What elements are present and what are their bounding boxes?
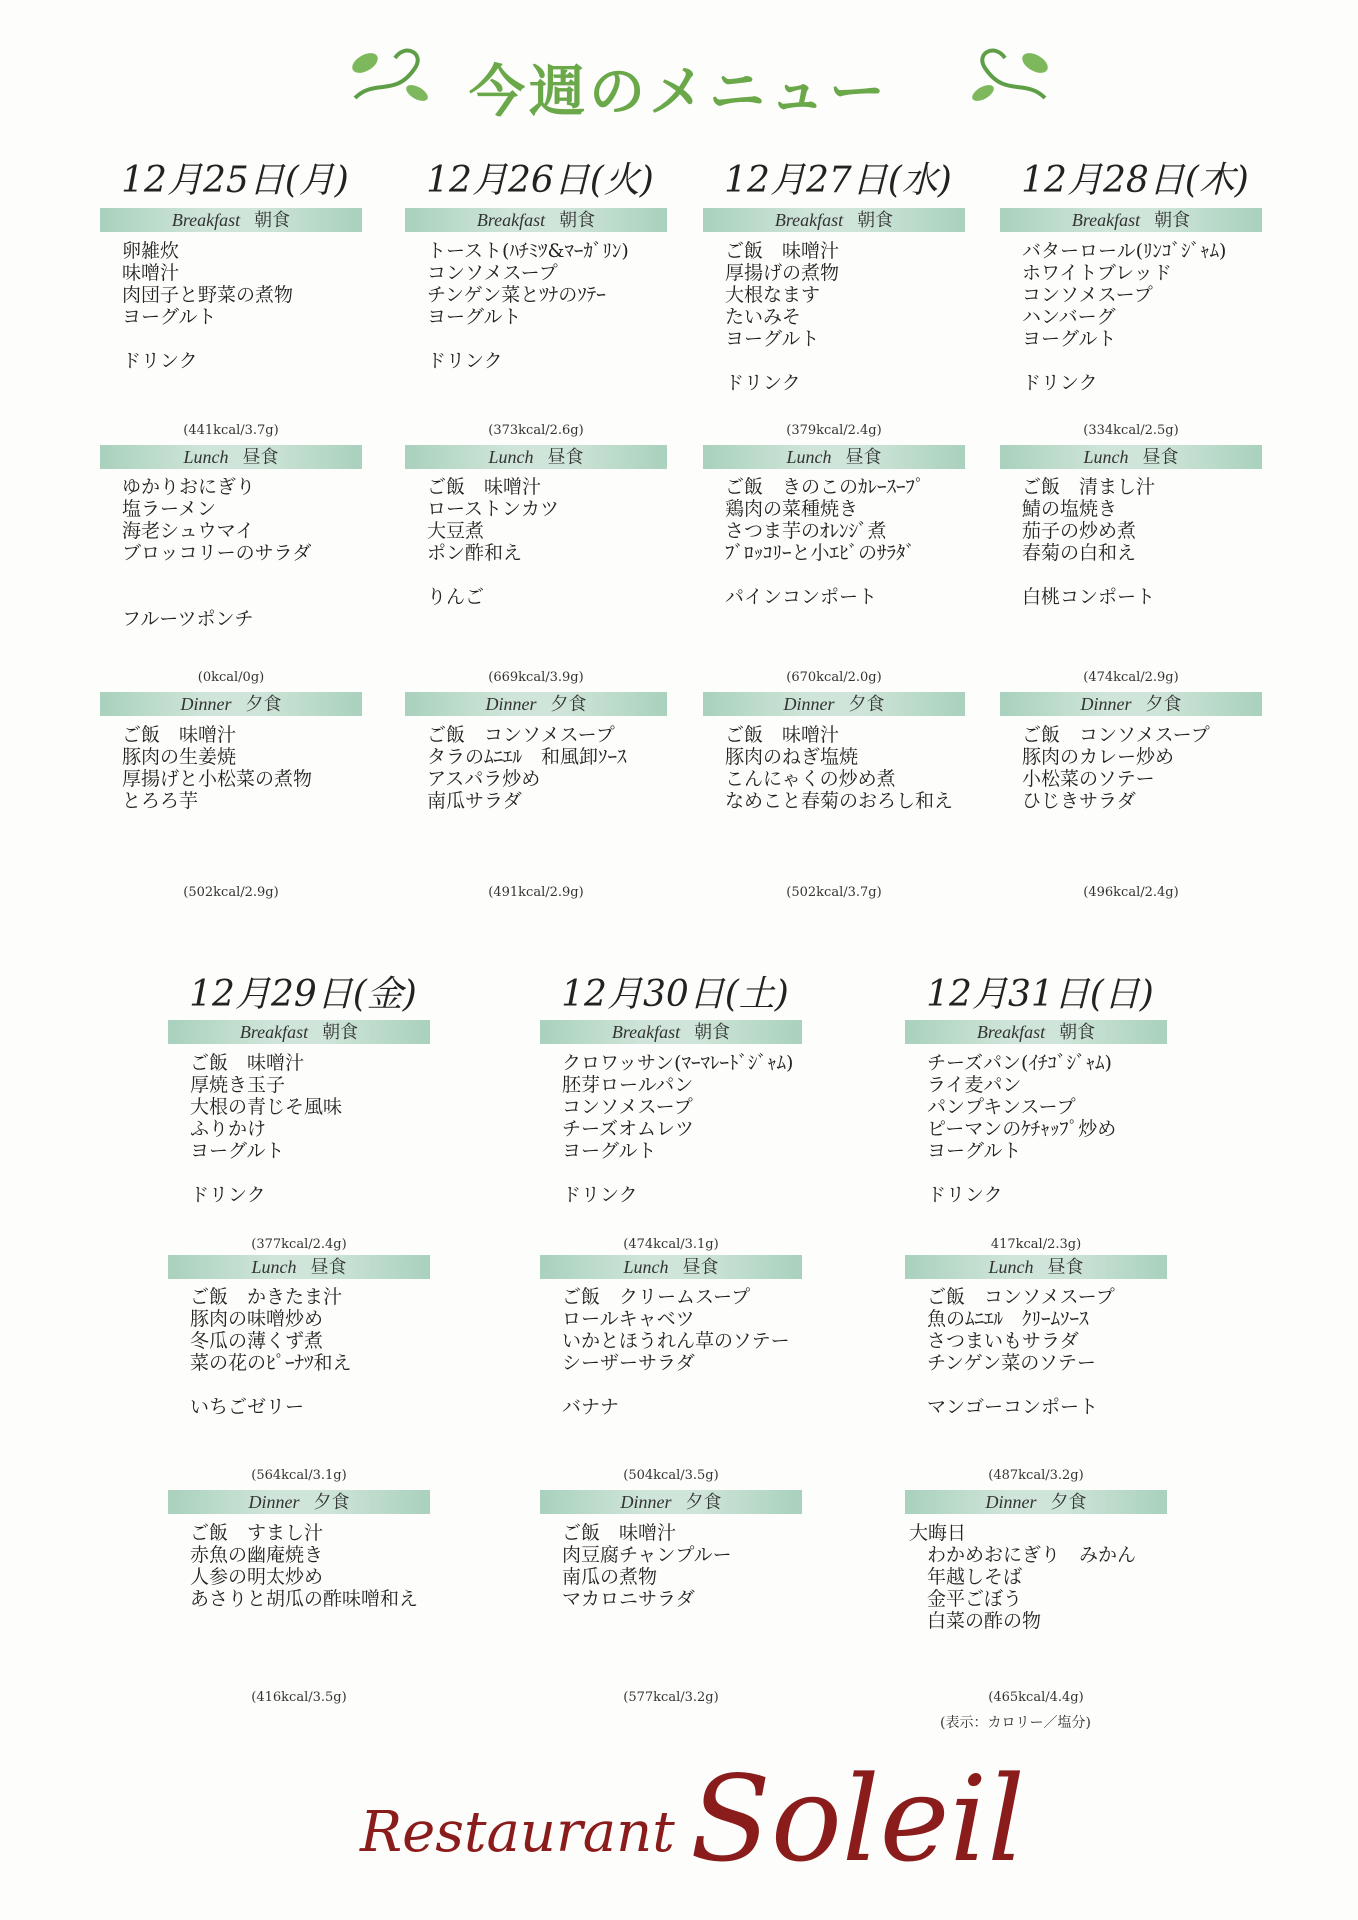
menu-item: シーザーサラダ <box>562 1352 695 1374</box>
menu-item: ドリンク <box>190 1184 266 1206</box>
meal-label-en: Lunch <box>623 1257 669 1277</box>
menu-item: ヨーグルト <box>1022 328 1117 350</box>
menu-item: バナナ <box>562 1396 620 1418</box>
lunch-nutrition: (474kcal/2.9g) <box>1083 670 1179 685</box>
lunch-items <box>927 1286 1177 1418</box>
menu-item: ドリンク <box>1022 372 1098 394</box>
day-column <box>540 972 810 1732</box>
menu-item: ホワイトブレッド <box>1022 262 1172 284</box>
menu-item: ヨーグルト <box>725 328 820 350</box>
menu-item: ドリンク <box>927 1184 1003 1206</box>
lunch-items <box>122 476 372 630</box>
meal-label-ja: 昼食 <box>242 447 279 468</box>
meal-label-ja: 朝食 <box>254 210 291 231</box>
meal-label-ja: 昼食 <box>310 1257 347 1278</box>
menu-item: バターロール(ﾘﾝｺﾞｼﾞｬﾑ) <box>1022 240 1227 262</box>
dinner-nutrition: (577kcal/3.2g) <box>623 1690 719 1705</box>
menu-item: 豚肉のねぎ塩焼 <box>725 746 859 768</box>
menu-item <box>725 350 975 372</box>
meal-label-ja: 夕食 <box>1145 694 1182 715</box>
menu-item: ご飯 味噌汁 <box>190 1052 305 1074</box>
menu-item: ドリンク <box>122 350 198 372</box>
menu-item: わかめおにぎり みかん <box>927 1544 1137 1566</box>
menu-item: アスパラ炒め <box>427 768 541 790</box>
menu-item: ロールキャベツ <box>562 1308 695 1330</box>
restaurant-name: Soleil <box>690 1750 1025 1888</box>
menu-item: ヨーグルト <box>427 306 522 328</box>
menu-item: 味噌汁 <box>122 262 180 284</box>
menu-item: チーズパン(ｲﾁｺﾞｼﾞｬﾑ) <box>927 1052 1112 1074</box>
dinner-header <box>1000 692 1262 716</box>
menu-item: タラのﾑﾆｴﾙ 和風卸ｿｰｽ <box>427 746 627 768</box>
meal-label-en: Breakfast <box>1071 210 1141 230</box>
menu-item: あさりと胡瓜の酢味噌和え <box>190 1588 419 1610</box>
menu-item: ご飯 味噌汁 <box>725 240 840 262</box>
menu-item: ご飯 味噌汁 <box>725 724 840 746</box>
day-date: 12月30日(土) <box>561 974 789 1015</box>
menu-item: ご飯 すまし汁 <box>190 1522 324 1544</box>
breakfast-header <box>168 1020 430 1044</box>
menu-item: 海老シュウマイ <box>122 520 255 542</box>
header <box>0 38 1358 128</box>
menu-item: ご飯 コンソメスープ <box>427 724 615 746</box>
meal-label-en: Lunch <box>488 447 534 467</box>
meal-label-ja: 朝食 <box>1154 210 1191 231</box>
menu-item: ヨーグルト <box>122 306 217 328</box>
legend-note: (表示：カロリー／塩分) <box>940 1715 1091 1731</box>
menu-item: 大豆煮 <box>427 520 485 542</box>
menu-item: ドリンク <box>725 372 801 394</box>
menu-item: ご飯 味噌汁 <box>562 1522 677 1544</box>
day-column <box>1000 158 1270 918</box>
meal-label-ja: 朝食 <box>857 210 894 231</box>
meal-label-ja: 朝食 <box>559 210 596 231</box>
breakfast-header <box>905 1020 1167 1044</box>
day-column <box>168 972 438 1732</box>
dinner-nutrition: (416kcal/3.5g) <box>251 1690 347 1705</box>
breakfast-header <box>540 1020 802 1044</box>
breakfast-nutrition: (373kcal/2.6g) <box>488 423 584 438</box>
lunch-header <box>540 1255 802 1279</box>
menu-item: 魚のﾑﾆｴﾙ ｸﾘｰﾑｿｰｽ <box>927 1308 1089 1330</box>
breakfast-header <box>405 208 667 232</box>
breakfast-header <box>100 208 362 232</box>
lunch-nutrition: (670kcal/2.0g) <box>786 670 882 685</box>
breakfast-nutrition: (334kcal/2.5g) <box>1083 423 1179 438</box>
breakfast-header <box>1000 208 1262 232</box>
breakfast-items <box>122 240 372 372</box>
menu-item: ヨーグルト <box>562 1140 657 1162</box>
menu-item <box>725 564 975 586</box>
meal-label-en: Dinner <box>248 1492 300 1512</box>
menu-item: ゆかりおにぎり <box>122 476 256 498</box>
day-date: 12月31日(日) <box>926 974 1154 1015</box>
meal-label-en: Lunch <box>251 1257 297 1277</box>
meal-label-en: Lunch <box>786 447 832 467</box>
menu-item: 春菊の白和え <box>1022 542 1137 564</box>
menu-item: ご飯 コンソメスープ <box>1022 724 1210 746</box>
dinner-items <box>725 724 975 812</box>
breakfast-items <box>562 1052 812 1206</box>
menu-item: 金平ごぼう <box>927 1588 1023 1610</box>
menu-item: 卵雑炊 <box>122 240 180 262</box>
meal-label-en: Lunch <box>1083 447 1129 467</box>
meal-label-en: Dinner <box>985 1492 1037 1512</box>
menu-item: コンソメスープ <box>562 1096 693 1118</box>
menu-item <box>562 1374 812 1396</box>
lunch-items <box>190 1286 440 1418</box>
meal-label-en: Dinner <box>485 694 537 714</box>
menu-item: さつまいもサラダ <box>927 1330 1079 1352</box>
meal-label-ja: 夕食 <box>685 1492 722 1513</box>
meal-label-ja: 昼食 <box>845 447 882 468</box>
menu-item: コンソメスープ <box>427 262 558 284</box>
menu-item: 鶏肉の菜種焼き <box>725 498 859 520</box>
menu-item: ﾌﾞﾛｯｺﾘｰと小ｴﾋﾞのｻﾗﾀﾞ <box>725 542 916 564</box>
menu-item <box>190 1374 440 1396</box>
menu-item: たいみそ <box>725 306 802 328</box>
lunch-nutrition: (0kcal/0g) <box>197 670 265 685</box>
menu-item: ご飯 コンソメスープ <box>927 1286 1115 1308</box>
lunch-nutrition: (669kcal/3.9g) <box>488 670 584 685</box>
dinner-items <box>1022 724 1272 812</box>
menu-item: 白菜の酢の物 <box>927 1610 1042 1632</box>
menu-item <box>122 564 372 586</box>
menu-item: 肉団子と野菜の煮物 <box>122 284 294 306</box>
menu-item: ご飯 清まし汁 <box>1022 476 1156 498</box>
menu-item: 豚肉の味噌炒め <box>190 1308 324 1330</box>
meal-label-ja: 朝食 <box>322 1022 359 1043</box>
menu-item <box>1022 564 1272 586</box>
dinner-header <box>703 692 965 716</box>
dinner-header <box>905 1490 1167 1514</box>
menu-item: 大根なます <box>725 284 821 306</box>
menu-item: 大根の青じそ風味 <box>190 1096 343 1118</box>
menu-item <box>122 328 372 350</box>
menu-item: 赤魚の幽庵焼き <box>190 1544 324 1566</box>
menu-item: ドリンク <box>562 1184 638 1206</box>
menu-item: ローストンカツ <box>427 498 560 520</box>
menu-item <box>1022 350 1272 372</box>
dinner-nutrition: (465kcal/4.4g) <box>988 1690 1084 1705</box>
menu-item: コンソメスープ <box>1022 284 1153 306</box>
dinner-nutrition: (496kcal/2.4g) <box>1083 885 1179 900</box>
menu-item: 厚揚げと小松菜の煮物 <box>122 768 313 790</box>
menu-item <box>562 1162 812 1184</box>
menu-item: パインコンポート <box>725 586 878 608</box>
menu-item: 胚芽ロールパン <box>562 1074 694 1096</box>
breakfast-nutrition: (441kcal/3.7g) <box>183 423 279 438</box>
page-title: 今週のメニュー <box>469 59 889 125</box>
menu-item <box>122 586 372 608</box>
breakfast-nutrition: (377kcal/2.4g) <box>251 1237 347 1252</box>
menu-item: ドリンク <box>427 350 503 372</box>
menu-item: ご飯 味噌汁 <box>427 476 542 498</box>
meal-label-en: Lunch <box>183 447 229 467</box>
lunch-nutrition: (504kcal/3.5g) <box>623 1468 719 1483</box>
menu-item: とろろ芋 <box>122 790 199 812</box>
breakfast-nutrition: 417kcal/2.3g) <box>990 1237 1082 1252</box>
menu-item: トースト(ﾊﾁﾐﾂ&ﾏｰｶﾞﾘﾝ) <box>427 240 629 262</box>
menu-item: 南瓜の煮物 <box>562 1566 658 1588</box>
menu-item <box>427 564 677 586</box>
day-date: 12月28日(木) <box>1021 160 1249 201</box>
menu-item: ヨーグルト <box>927 1140 1022 1162</box>
lunch-header <box>703 445 965 469</box>
restaurant-label: Restaurant <box>360 1800 675 1865</box>
meal-label-ja: 夕食 <box>550 694 587 715</box>
meal-label-en: Lunch <box>988 1257 1034 1277</box>
dinner-items <box>190 1522 440 1610</box>
menu-item: ご飯 味噌汁 <box>122 724 237 746</box>
menu-item: 人参の明太炒め <box>190 1566 324 1588</box>
leaf-ornament-icon <box>965 38 1055 118</box>
meal-label-ja: 夕食 <box>245 694 282 715</box>
dinner-items <box>122 724 372 812</box>
menu-item: 厚揚げの煮物 <box>725 262 840 284</box>
menu-item: ブロッコリーのサラダ <box>122 542 312 564</box>
meal-label-en: Breakfast <box>774 210 844 230</box>
meal-label-en: Breakfast <box>476 210 546 230</box>
menu-item: ピーマンのｹﾁｬｯﾌﾟ炒め <box>927 1118 1117 1140</box>
dinner-items <box>909 1522 1177 1632</box>
menu-item: 南瓜サラダ <box>427 790 522 812</box>
dinner-items <box>427 724 677 812</box>
dinner-nutrition: (502kcal/2.9g) <box>183 885 279 900</box>
menu-item: こんにゃくの炒め煮 <box>725 768 896 790</box>
dinner-nutrition: (491kcal/2.9g) <box>488 885 584 900</box>
menu-item: ご飯 クリームスープ <box>562 1286 751 1308</box>
menu-item <box>190 1162 440 1184</box>
menu-item: クロワッサン(ﾏｰﾏﾚｰﾄﾞｼﾞｬﾑ) <box>562 1052 794 1074</box>
meal-label-ja: 朝食 <box>694 1022 731 1043</box>
lunch-header <box>405 445 667 469</box>
meal-label-ja: 夕食 <box>313 1492 350 1513</box>
menu-item: 菜の花のﾋﾟｰﾅﾂ和え <box>190 1352 352 1374</box>
day-column <box>405 158 675 918</box>
lunch-nutrition: (564kcal/3.1g) <box>251 1468 347 1483</box>
menu-item: マカロニサラダ <box>562 1588 695 1610</box>
breakfast-nutrition: (379kcal/2.4g) <box>786 423 882 438</box>
breakfast-nutrition: (474kcal/3.1g) <box>623 1237 719 1252</box>
menu-item: チーズオムレツ <box>562 1118 695 1140</box>
breakfast-items <box>1022 240 1272 394</box>
breakfast-items <box>725 240 975 394</box>
menu-item: 豚肉のカレー炒め <box>1022 746 1175 768</box>
meal-label-en: Breakfast <box>171 210 241 230</box>
dinner-nutrition: (502kcal/3.7g) <box>786 885 882 900</box>
menu-item: 小松菜のソテー <box>1022 768 1155 790</box>
dinner-items <box>562 1522 812 1610</box>
breakfast-items <box>427 240 677 372</box>
menu-item: ハンバーグ <box>1022 306 1116 328</box>
meal-label-ja: 昼食 <box>682 1257 719 1278</box>
day-date: 12月25日(月) <box>121 160 349 201</box>
menu-item: いかとほうれん草のソテー <box>562 1330 790 1352</box>
menu-item: さつま芋のｵﾚﾝｼﾞ煮 <box>725 520 887 542</box>
lunch-items <box>1022 476 1272 608</box>
menu-item: パンプキンスープ <box>927 1096 1076 1118</box>
meal-label-en: Dinner <box>1080 694 1132 714</box>
meal-label-ja: 昼食 <box>547 447 584 468</box>
day-column <box>100 158 370 918</box>
lunch-header <box>100 445 362 469</box>
day-date: 12月29日(金) <box>189 974 417 1015</box>
meal-label-en: Dinner <box>180 694 232 714</box>
menu-item: 冬瓜の薄くず煮 <box>190 1330 324 1352</box>
menu-item: 白桃コンポート <box>1022 586 1156 608</box>
meal-label-ja: 夕食 <box>1050 1492 1087 1513</box>
meal-label-ja: 朝食 <box>1059 1022 1096 1043</box>
day-column <box>703 158 973 918</box>
lunch-header <box>905 1255 1167 1279</box>
meal-label-en: Dinner <box>783 694 835 714</box>
menu-item: 鯖の塩焼き <box>1022 498 1118 520</box>
breakfast-items <box>190 1052 440 1206</box>
meal-label-ja: 昼食 <box>1142 447 1179 468</box>
lunch-items <box>562 1286 812 1418</box>
menu-item: チンゲン菜とﾂﾅのｿﾃｰ <box>427 284 606 306</box>
menu-item: ご飯 きのこのｶﾚｰｽｰﾌﾟ <box>725 476 925 498</box>
meal-label-en: Dinner <box>620 1492 672 1512</box>
lunch-header <box>168 1255 430 1279</box>
meal-label-ja: 昼食 <box>1047 1257 1084 1278</box>
menu-item: マンゴーコンポート <box>927 1396 1099 1418</box>
meal-label-ja: 夕食 <box>848 694 885 715</box>
menu-item: なめこと春菊のおろし和え <box>725 790 954 812</box>
day-date: 12月27日(水) <box>724 160 952 201</box>
menu-item: ヨーグルト <box>190 1140 285 1162</box>
menu-item: ひじきサラダ <box>1022 790 1136 812</box>
day-date: 12月26日(火) <box>426 160 654 201</box>
menu-item: 豚肉の生姜焼 <box>122 746 237 768</box>
menu-item: フルーツポンチ <box>122 608 254 630</box>
menu-item: 塩ラーメン <box>122 498 217 520</box>
breakfast-items <box>927 1052 1177 1206</box>
menu-item <box>927 1374 1177 1396</box>
menu-note: 大晦日 <box>909 1522 967 1544</box>
menu-item <box>927 1162 1177 1184</box>
lunch-items <box>427 476 677 608</box>
dinner-header <box>100 692 362 716</box>
menu-item: ライ麦パン <box>927 1074 1022 1096</box>
menu-item: いちごゼリー <box>190 1396 305 1418</box>
menu-item: 茄子の炒め煮 <box>1022 520 1137 542</box>
menu-item <box>427 328 677 350</box>
dinner-header <box>168 1490 430 1514</box>
lunch-header <box>1000 445 1262 469</box>
menu-item: ふりかけ <box>190 1118 267 1140</box>
menu-item: りんご <box>427 586 485 608</box>
meal-label-en: Breakfast <box>239 1022 309 1042</box>
lunch-items <box>725 476 975 608</box>
footer <box>0 1740 1358 1890</box>
dinner-header <box>405 692 667 716</box>
meal-label-en: Breakfast <box>611 1022 681 1042</box>
lunch-nutrition: (487kcal/3.2g) <box>988 1468 1084 1483</box>
day-column <box>905 972 1175 1732</box>
menu-item: 年越しそば <box>927 1566 1023 1588</box>
dinner-header <box>540 1490 802 1514</box>
menu-item: 厚焼き玉子 <box>190 1074 286 1096</box>
breakfast-header <box>703 208 965 232</box>
menu-item: チンゲン菜のソテー <box>927 1352 1096 1374</box>
menu-item: ポン酢和え <box>427 542 523 564</box>
menu-item: 肉豆腐チャンプルー <box>562 1544 732 1566</box>
meal-label-en: Breakfast <box>976 1022 1046 1042</box>
menu-item: ご飯 かきたま汁 <box>190 1286 343 1308</box>
